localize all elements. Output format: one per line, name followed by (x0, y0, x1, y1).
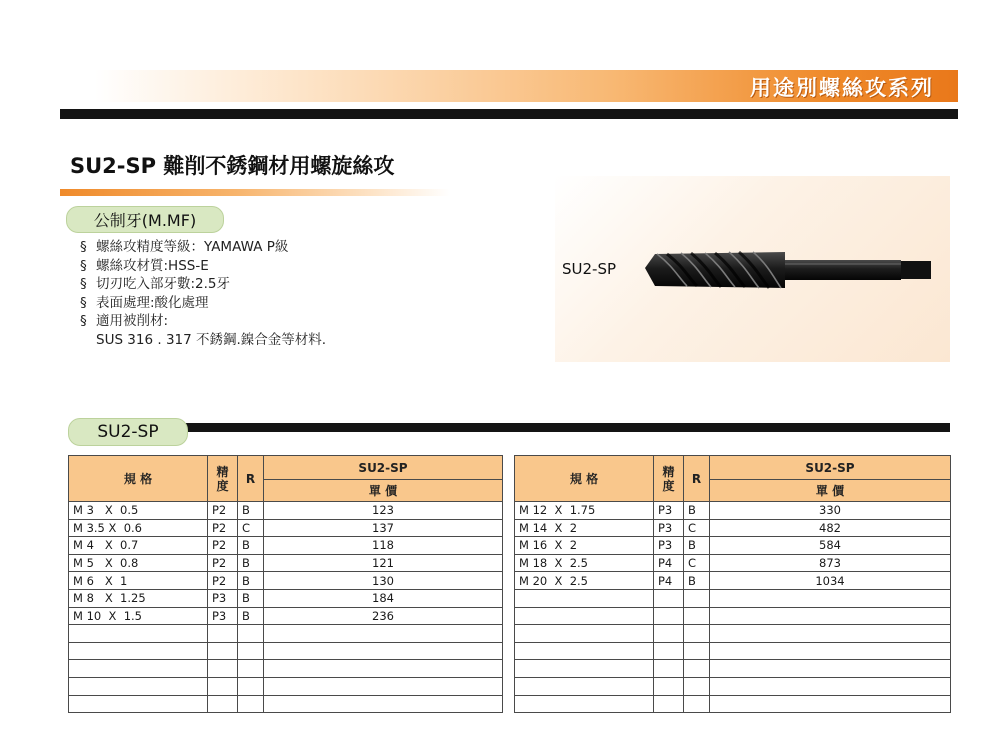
section-label: SU2-SP (68, 418, 188, 446)
table-row: M 3.5 X 0.6 P2 C 137 (69, 519, 503, 537)
table-row-empty (515, 625, 951, 643)
spec-item-continuation: SUS 316 . 317 不銹鋼.鎳合金等材料. (96, 331, 327, 348)
table-row-empty (515, 677, 951, 695)
section-mark: § (80, 239, 87, 255)
table-row-empty (515, 660, 951, 678)
section-mark: § (80, 313, 87, 329)
metric-thread-label: 公制牙(M.MF) (66, 206, 224, 233)
photo-label: SU2-SP (562, 260, 617, 278)
section-mark: § (80, 257, 87, 274)
table-row-empty (69, 677, 503, 695)
spec-list (80, 238, 326, 349)
table-row-empty (69, 642, 503, 660)
table-row-empty (515, 642, 951, 660)
table-row: M 12 X 1.75 P3 B 330 (515, 502, 951, 520)
table-row: M 4 X 0.7 P2 B 118 (69, 537, 503, 555)
top-divider (60, 109, 958, 119)
section-mark: § (80, 294, 87, 311)
table-row-empty (515, 695, 951, 713)
header-unit-price: 單 價 (264, 480, 503, 502)
header-product: SU2-SP (264, 456, 503, 480)
header-size: 規 格 (69, 456, 208, 502)
top-banner (95, 70, 958, 102)
page-title: SU2-SP 難削不銹鋼材用螺旋絲攻 (70, 154, 395, 178)
table-row: M 18 X 2.5 P4 C 873 (515, 554, 951, 572)
table-row-empty (69, 695, 503, 713)
table-row: M 5 X 0.8 P2 B 121 (69, 554, 503, 572)
table-row-empty (515, 607, 951, 625)
table-row: M 10 X 1.5 P3 B 236 (69, 607, 503, 625)
table-row-empty (69, 625, 503, 643)
spec-item: § 螺絲攻精度等級：YAMAWA P級 (80, 239, 289, 255)
header-r: R (238, 456, 264, 502)
table-row: M 3 X 0.5 P2 B 123 (69, 502, 503, 520)
spec-item: § 切刃吃入部牙數:2.5牙 (80, 276, 231, 292)
table-row: M 6 X 1 P2 B 130 (69, 572, 503, 590)
product-photo-panel (555, 176, 950, 362)
header-unit-price: 單 價 (710, 480, 951, 502)
section-divider (180, 423, 950, 432)
table-row: M 8 X 1.25 P3 B 184 (69, 589, 503, 607)
header-precision: 精 度 (654, 456, 684, 502)
header-precision: 精 度 (208, 456, 238, 502)
table-row: M 16 X 2 P3 B 584 (515, 537, 951, 555)
spiral-tap-icon (643, 246, 933, 294)
price-table-right (514, 455, 951, 713)
title-underline (60, 189, 450, 196)
table-row: M 20 X 2.5 P4 B 1034 (515, 572, 951, 590)
header-product: SU2-SP (710, 456, 951, 480)
header-r: R (684, 456, 710, 502)
table-row-empty (515, 589, 951, 607)
spec-item: § 螺絲攻材質:HSS-E (80, 257, 209, 274)
spec-item: § 適用被削材: (80, 313, 169, 329)
table-row: M 14 X 2 P3 C 482 (515, 519, 951, 537)
spec-item: § 表面處理:酸化處理 (80, 294, 209, 311)
table-row-empty (69, 660, 503, 678)
section-mark: § (80, 276, 87, 292)
header-size: 規 格 (515, 456, 654, 502)
price-table-left (68, 455, 503, 713)
banner-title: 用途別螺絲攻系列 (750, 76, 934, 100)
